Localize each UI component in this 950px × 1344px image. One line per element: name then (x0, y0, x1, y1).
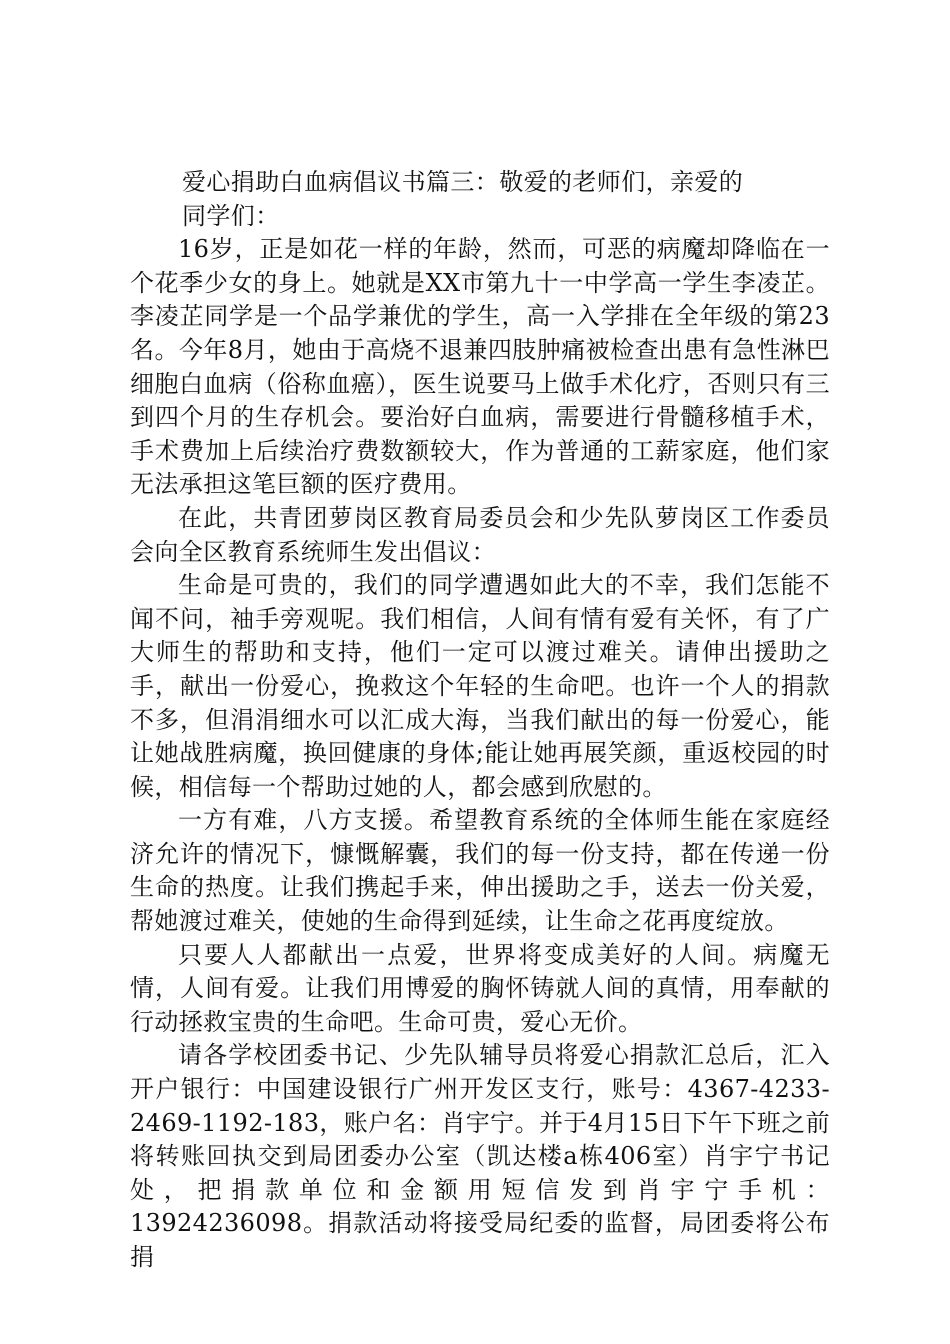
document-title-line-1: 爱心捐助白血病倡议书篇三：敬爱的老师们，亲爱的 (182, 168, 744, 196)
paragraph-story: 16岁，正是如花一样的年龄，然而，可恶的病魔却降临在一个花季少女的身上。她就是XX市第九十一中学高一学生李凌芷。李凌芷同学是一个品学兼优的学生，高一入学排在全年级的第23名。今年8月，她由于高烧不退兼四肢肿痛被检查出患有急性淋巴细胞白血病（俗称血癌），医生说要马上做手术化疗，否则只有三到四个月的生存机会。要治好白血病，需要进行骨髓移植手术，手术费加上后续治疗费数额较大，作为普通的工薪家庭，他们家无法承担这笔巨额的医疗费用。 (130, 235, 830, 499)
paragraph-initiative: 在此，共青团萝岗区教育局委员会和少先队萝岗区工作委员会向全区教育系统师生发出倡议： (130, 503, 830, 566)
document-title-line-2: 同学们： (182, 201, 280, 230)
paragraph-love: 只要人人都献出一点爱，世界将变成美好的人间。病魔无情，人间有爱。让我们用博爱的胸怀铸就人间的真情，用奉献的行动拯救宝贵的生命吧。生命可贵，爱心无价。 (130, 940, 830, 1036)
paragraph-life-precious: 生命是可贵的，我们的同学遭遇如此大的不幸，我们怎能不闻不问，袖手旁观呢。我们相信，人间有情有爱有关怀，有了广大师生的帮助和支持，他们一定可以渡过难关。请伸出援助之手，献出一份爱心，挽救这个年轻的生命吧。也许一个人的捐款不多，但涓涓细水可以汇成大海，当我们献出的每一份爱心，能让她战胜病魔，换回健康的身体;能让她再展笑颜，重返校园的时候，相信每一个帮助过她的人，都会感到欣慰的。 (130, 571, 830, 801)
document-page (130, 166, 830, 1275)
paragraph-support: 一方有难，八方支援。希望教育系统的全体师生能在家庭经济允许的情况下，慷慨解囊，我们的每一份支持，都在传递一份生命的热度。让我们携起手来，伸出援助之手，送去一份关爱，帮她渡过难关，使她的生命得到延续，让生命之花再度绽放。 (130, 806, 830, 936)
paragraph-donation-instructions: 请各学校团委书记、少先队辅导员将爱心捐款汇总后，汇入开户银行：中国建设银行广州开发区支行，账号：4367-4233-2469-1192-183，账户名：肖宇宁。并于4月15日下午下班之前将转账回执交到局团委办公室（凯达楼a栋406室）肖宇宁书记处，把捐款单位和金额用短信发到肖宇宁手机：13924236098。捐款活动将接受局纪委的监督，局团委将公布捐 (130, 1041, 830, 1271)
